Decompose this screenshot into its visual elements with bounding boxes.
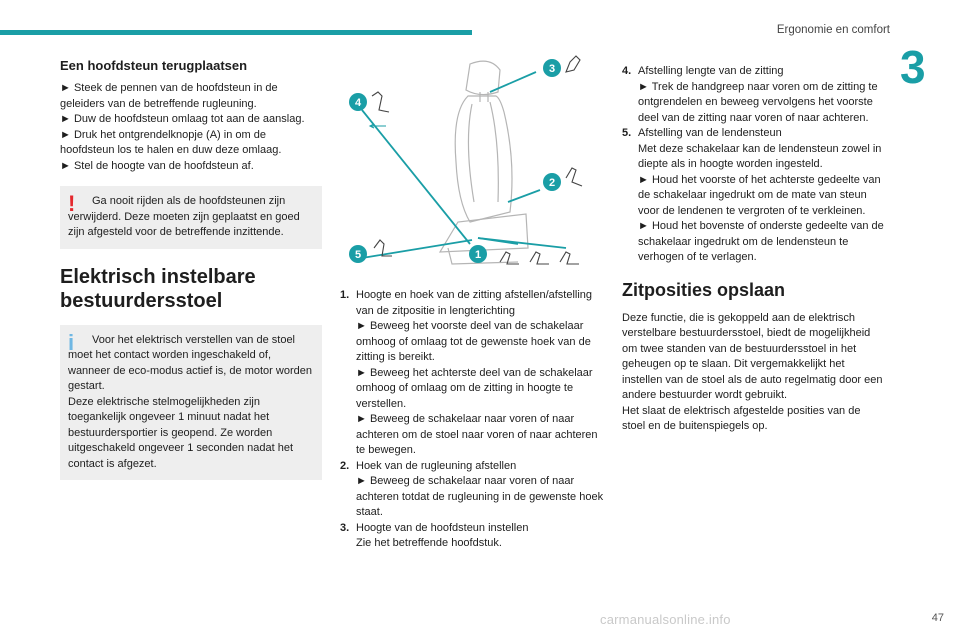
warning-text: Ga nooit rijden als de hoofdsteunen zijn verwijderd. Deze moeten zijn geplaatst en goed zijn afgesteld voor de betreffende inzittende. bbox=[68, 195, 300, 238]
middle-steps bbox=[340, 288, 606, 552]
warning-box bbox=[60, 186, 322, 249]
callout-label-2: 2 bbox=[548, 177, 556, 189]
heading-headrest-refit: Een hoofdsteun terugplaatsen bbox=[60, 58, 248, 73]
bullet-2: ► Duw de hoofdsteun omlaag tot aan de aanslag. bbox=[60, 113, 305, 125]
right-column bbox=[622, 64, 884, 435]
memory-paragraph-1: Deze functie, die is gekoppeld aan de elektrisch verstelbare bestuurdersstoel, biedt de mogelijkheid om twee standen van de bestuurdersstoel in het geheugen op te slaan. Dit vergemakkelijkt het instellen van de stoel als de auto regelmatig door een andere bestuurder wordt gebruikt. bbox=[622, 311, 883, 401]
step-4-line: ► Trek de handgreep naar voren om de zitting te ontgrendelen en beweeg vervolgens het voorste deel van de zitting naar voren of naar achteren. bbox=[638, 80, 878, 124]
step-3 bbox=[340, 521, 606, 552]
bullet-4: ► Stel de hoogte van de hoofdsteun af. bbox=[60, 159, 254, 172]
step-1-line: ► Beweeg het achterste deel van de schakelaar omhoog of omlaag om de zitting in hoogte te verstellen. bbox=[356, 366, 593, 410]
step-1-line: ► Beweeg de schakelaar naar voren of naar achteren om de stoel naar voren of naar achteren te bewegen. bbox=[356, 413, 598, 456]
chapter-number: 3 bbox=[900, 41, 926, 93]
step-number: 3. bbox=[340, 521, 350, 534]
step-2 bbox=[340, 459, 606, 521]
callout-label-5: 5 bbox=[354, 249, 362, 261]
step-number: 4. bbox=[622, 65, 632, 77]
step-1 bbox=[340, 288, 606, 459]
step-4-line: Afstelling lengte van de zitting bbox=[638, 65, 784, 77]
seat-length-icon bbox=[372, 92, 389, 112]
step-5-line: ► Houd het voorste of het achterste gedeelte van de schakelaar ingedrukt om de mate van steun voor de lendenen te vergroten of te verkleinen. bbox=[638, 173, 881, 217]
seat-controls-diagram bbox=[340, 52, 602, 280]
backrest-icon bbox=[566, 168, 582, 186]
seat-height-icon bbox=[530, 252, 549, 264]
watermark: carmanualsonline.info bbox=[600, 612, 731, 627]
page-number: 47 bbox=[931, 612, 944, 624]
callout-label-1: 1 bbox=[474, 249, 482, 261]
info-paragraph-2: Deze elektrische stelmogelijkheden zijn toegankelijk ongeveer 1 minuut nadat het bestuurdersportier is geopend. Ze worden uitgeschakeld ongeveer 1 seconden nadat het contact is afgezet. bbox=[68, 395, 294, 470]
info-paragraph-1: Voor het elektrisch verstellen van de stoel moet het contact worden ingeschakeld of, wanneer de eco-modus actief is, de motor worden gestart. bbox=[68, 333, 312, 392]
memory-section-title: Zitposities opslaan bbox=[622, 279, 786, 300]
seatback-outline bbox=[455, 96, 512, 222]
section-title-line2: bestuurdersstoel bbox=[60, 289, 223, 312]
step-4 bbox=[622, 64, 884, 126]
warning-icon: ! bbox=[68, 191, 76, 216]
header-accent-bar bbox=[0, 30, 472, 35]
step-5-line: Afstelling van de lendensteun bbox=[638, 127, 782, 139]
step-number: 5. bbox=[622, 127, 632, 139]
step-1-line: ► Beweeg het voorste deel van de schakelaar omhoog of omlaag tot de gewenste hoek van de zitting is bereikt. bbox=[356, 320, 591, 363]
seat-slide-icon bbox=[560, 252, 579, 264]
page-section-title: Ergonomie en comfort bbox=[776, 24, 890, 36]
step-5-line: Met deze schakelaar kan de lendensteun zowel in diepte als in hoogte worden ingesteld. bbox=[638, 142, 882, 170]
section-title bbox=[60, 265, 322, 313]
step-2-line: Hoek van de rugleuning afstellen bbox=[356, 459, 517, 472]
callout-label-3: 3 bbox=[548, 63, 556, 75]
memory-paragraph-2: Het slaat de elektrisch afgestelde posities van de stoel en de buitenspiegels op. bbox=[622, 404, 861, 432]
step-5-line: ► Houd het bovenste of onderste gedeelte van de schakelaar ingedrukt om de lendensteun te verhogen of te verlagen. bbox=[638, 220, 884, 263]
seat-cushion-outline bbox=[440, 214, 528, 252]
info-icon: i bbox=[68, 329, 75, 355]
callout-label-4: 4 bbox=[354, 97, 362, 109]
headrest-icon bbox=[566, 56, 580, 72]
left-column bbox=[60, 58, 322, 480]
bullet-3: ► Druk het ontgrendelknopje (A) in om de hoofdsteun los te halen en duw deze omlaag. bbox=[60, 128, 282, 156]
step-number: 1. bbox=[340, 289, 350, 301]
step-3-line: Zie het betreffende hoofdstuk. bbox=[356, 537, 502, 549]
step-2-line: ► Beweeg de schakelaar naar voren of naar achteren totdat de rugleuning in de gewenste hoek staat. bbox=[356, 475, 604, 518]
info-box bbox=[60, 325, 322, 481]
step-1-line: Hoogte en hoek van de zitting afstellen/afstelling van de zitpositie in lengterichting bbox=[356, 289, 593, 317]
section-title-line1: Elektrisch instelbare bbox=[60, 265, 256, 288]
bullet-1: ► Steek de pennen van de hoofdsteun in de geleiders van de betreffende rugleuning. bbox=[60, 82, 278, 110]
step-5 bbox=[622, 126, 884, 266]
step-3-line: Hoogte van de hoofdsteun instellen bbox=[356, 521, 529, 534]
step-number: 2. bbox=[340, 459, 350, 472]
